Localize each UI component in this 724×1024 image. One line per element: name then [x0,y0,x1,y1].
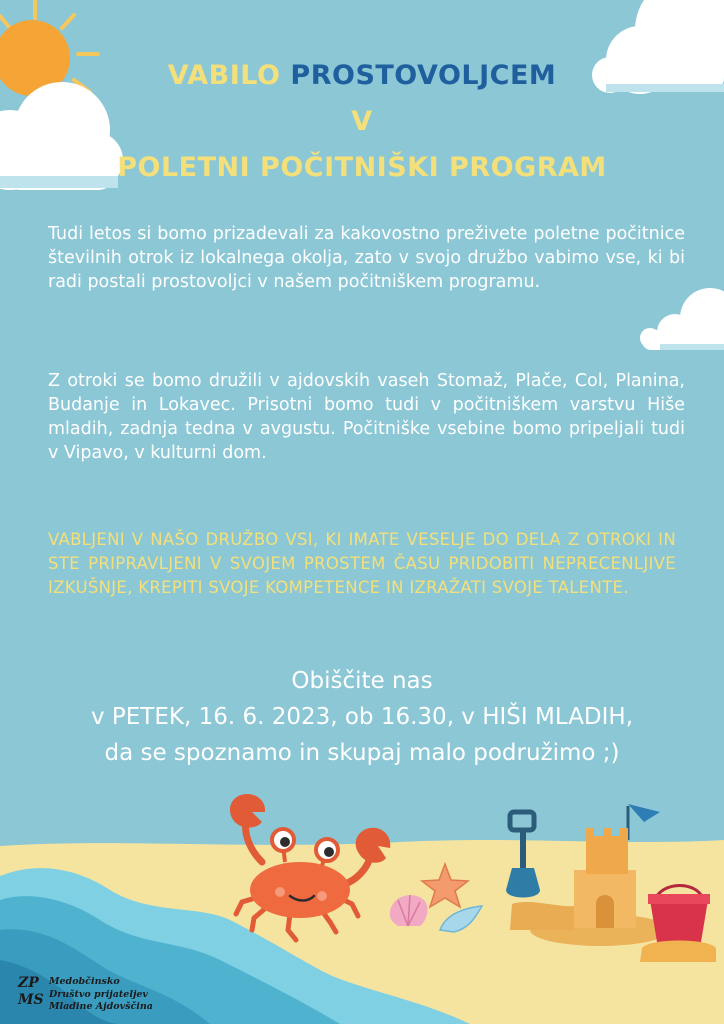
title-line-1 [0,60,724,91]
invitation-line-2: v PETEK, 16. 6. 2023, ob 16.30, v HIŠI MLADIH, [90,704,634,730]
title-line-3: POLETNI POČITNIŠKI PROGRAM [117,152,607,183]
title-word-vabilo: VABILO [167,60,281,91]
logo-line-1: Medobčinsko [49,976,120,987]
locations-paragraph: Z otroki se bomo družili v ajdovskih vaseh Stomaž, Plače, Col, Planina, Budanje in Lokavec. Prisotni bomo tudi v počitniškem varstvu Hiše mladih, zadnja tedna v avgustu. Počitniške vsebine bomo pripeljali tudi v Vipavo, v kulturni dom. [48,371,685,463]
logo-mark [18,975,46,1009]
call-paragraph: VABLJENI V NAŠO DRUŽBO VSI, KI IMATE VESELJE DO DELA Z OTROKI IN STE PRIPRAVLJENI V SVOJEM PROSTEM ČASU PRIDOBITI NEPRECENLJIVE IZKUŠNJE, KREPITI SVOJE KOMPETENCE IN IZRAŽATI SVOJE TALENTE. [48,530,676,597]
title-word-prostovoljcem: PROSTOVOLJCEM [290,60,557,91]
title-line-2: V [351,106,373,137]
invitation-line-3: da se spoznamo in skupaj malo podružimo ;) [104,740,620,766]
logo-line-3: Mladine Ajdovščina [49,1001,153,1012]
intro-paragraph: Tudi letos si bomo prizadevali za kakovostno preživete poletne počitnice številnih otrok iz lokalnega okolja, zato v svojo družbo vabimo vse, ki bi radi postali prostovoljci v našem počitniškem programu. [48,224,685,292]
logo-text [49,976,153,1014]
organization-logo [18,975,178,1019]
logo-mark-bottom: MS [18,992,44,1008]
logo-mark-top: ZP [18,975,39,991]
cloud-icon [640,288,724,350]
invitation-line-1: Obiščite nas [291,668,433,694]
logo-line-2: Društvo prijateljev [49,988,148,1000]
